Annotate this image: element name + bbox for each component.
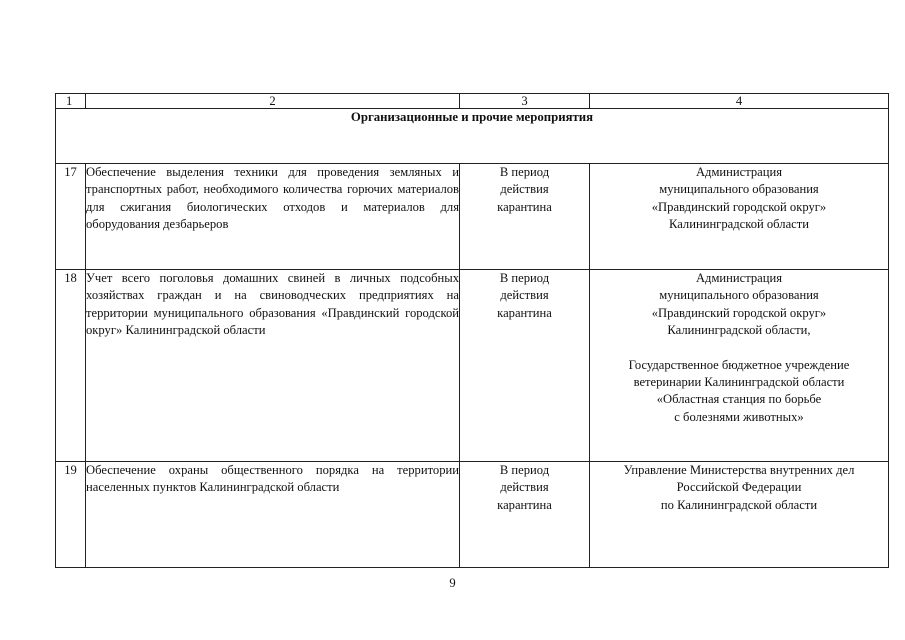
- row-description: Обеспечение охраны общественного порядка на территории населенных пунктов Калининградской области: [86, 462, 460, 568]
- period-line: карантина: [497, 305, 552, 320]
- row-period: [460, 462, 590, 568]
- responsible-line: Администрация: [695, 271, 783, 285]
- period-line: В период: [499, 271, 550, 285]
- header-col4: 4: [590, 94, 889, 109]
- period-line: В период: [499, 165, 550, 179]
- responsible-line: муниципального образования: [659, 288, 819, 303]
- responsible-line: Российской Федерации: [676, 480, 802, 495]
- header-col3: 3: [460, 94, 590, 109]
- period-line: действия: [500, 182, 549, 197]
- row-description: Обеспечение выделения техники для проведения земляных и транспортных работ, необходимого количества горючих материалов для сжигания биологических отходов и материалов для оборудования дезбарьеров: [86, 164, 460, 270]
- responsible-line: «Правдинский городской округ»: [651, 199, 827, 214]
- row-period: [460, 270, 590, 462]
- row-period: [460, 164, 590, 270]
- period-line: В период: [499, 463, 550, 477]
- row-number: 18: [56, 270, 86, 462]
- section-title: Организационные и прочие мероприятия: [56, 109, 889, 164]
- row-responsible: [590, 462, 889, 568]
- header-col2: 2: [86, 94, 460, 109]
- table-row: [56, 462, 889, 568]
- responsible-line: Калининградской области: [669, 217, 809, 232]
- row-number: 19: [56, 462, 86, 568]
- period-line: карантина: [497, 497, 552, 512]
- period-line: карантина: [497, 199, 552, 214]
- responsible-line: Государственное бюджетное учреждение: [628, 357, 850, 372]
- page-number: 9: [449, 576, 456, 590]
- row-responsible: [590, 270, 889, 462]
- row-responsible: [590, 164, 889, 270]
- row-number: 17: [56, 164, 86, 270]
- responsible-line: ветеринарии Калининградской области: [633, 375, 845, 390]
- period-line: действия: [500, 480, 549, 495]
- activities-table: [55, 93, 889, 568]
- responsible-line: по Калининградской области: [660, 497, 818, 512]
- responsible-line: Калининградской области,: [667, 323, 811, 338]
- header-row: [56, 94, 889, 109]
- responsible-line: с болезнями животных»: [674, 409, 804, 424]
- responsible-line: Администрация: [695, 165, 783, 179]
- header-col1: 1: [56, 94, 86, 109]
- responsible-line: «Правдинский городской округ»: [651, 305, 827, 320]
- row-description: Учет всего поголовья домашних свиней в личных подсобных хозяйствах граждан и на свиноводческих предприятиях на территории муниципального образования «Правдинский городской округ» Калининградской области: [86, 270, 460, 462]
- period-line: действия: [500, 288, 549, 303]
- responsible-line: Управление Министерства внутренних дел: [623, 463, 855, 477]
- table-row: [56, 270, 889, 462]
- responsible-line: «Областная станция по борьбе: [656, 392, 822, 407]
- table-row: [56, 164, 889, 270]
- section-row: [56, 109, 889, 164]
- responsible-line: муниципального образования: [659, 182, 819, 197]
